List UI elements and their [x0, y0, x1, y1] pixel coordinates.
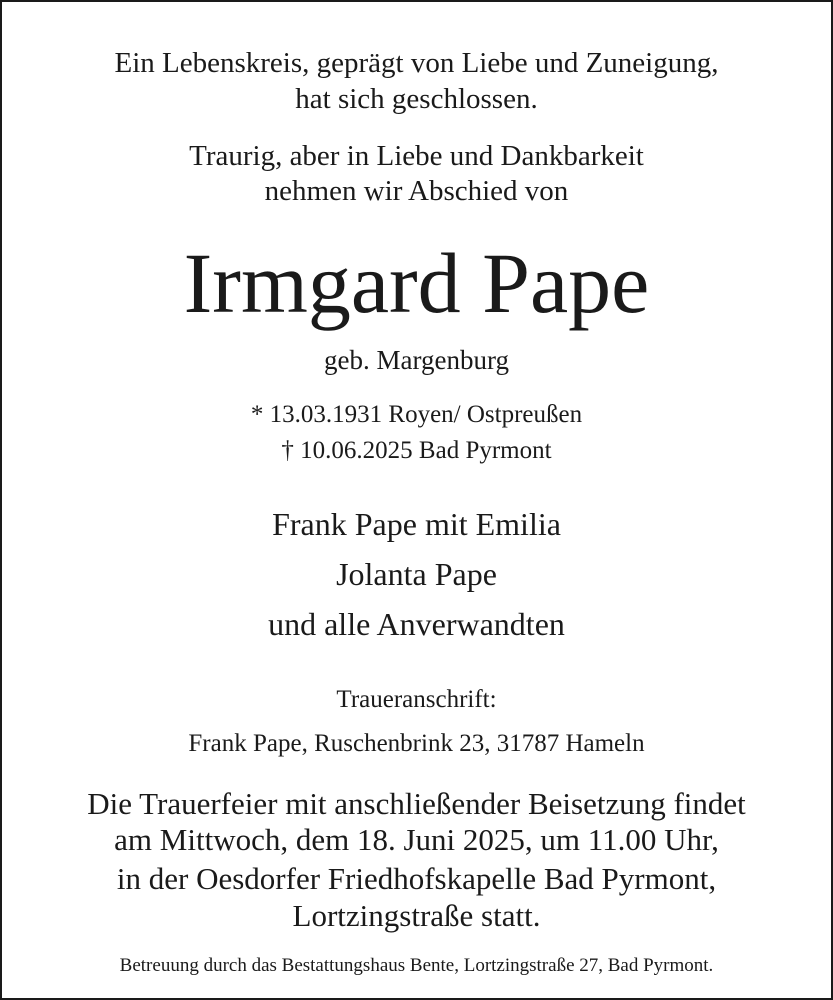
- mourner-line: Jolanta Pape: [336, 556, 497, 592]
- deceased-name: Irmgard Pape: [183, 235, 650, 331]
- intro-line-4: nehmen wir Abschied von: [264, 175, 569, 207]
- birth-date: * 13.03.1931 Royen/ Ostpreußen: [250, 401, 583, 428]
- birth-name: geb. Margenburg: [324, 345, 509, 375]
- mourner-line: Frank Pape mit Emilia: [272, 506, 561, 542]
- death-date: † 10.06.2025 Bad Pyrmont: [281, 437, 552, 464]
- funeral-line: am Mittwoch, dem 18. Juni 2025, um 11.00 Uhr,: [114, 822, 719, 857]
- intro-line-2: hat sich geschlossen.: [295, 83, 538, 115]
- address-text: Frank Pape, Ruschenbrink 23, 31787 Hameln: [188, 730, 645, 757]
- mourner-line: und alle Anverwandten: [268, 606, 565, 642]
- footer-undertaker: Betreuung durch das Bestattungshaus Bente, Lortzingstraße 27, Bad Pyrmont.: [119, 955, 714, 976]
- funeral-line: Lortzingstraße statt.: [292, 898, 541, 933]
- intro-line-1: Ein Lebenskreis, geprägt von Liebe und Zuneigung,: [114, 47, 719, 79]
- funeral-line: in der Oesdorfer Friedhofskapelle Bad Pyrmont,: [116, 861, 717, 896]
- address-heading: Traueranschrift:: [336, 686, 497, 713]
- funeral-line: Die Trauerfeier mit anschließender Beisetzung findet: [87, 786, 746, 821]
- intro-line-3: Traurig, aber in Liebe und Dankbarkeit: [189, 140, 644, 172]
